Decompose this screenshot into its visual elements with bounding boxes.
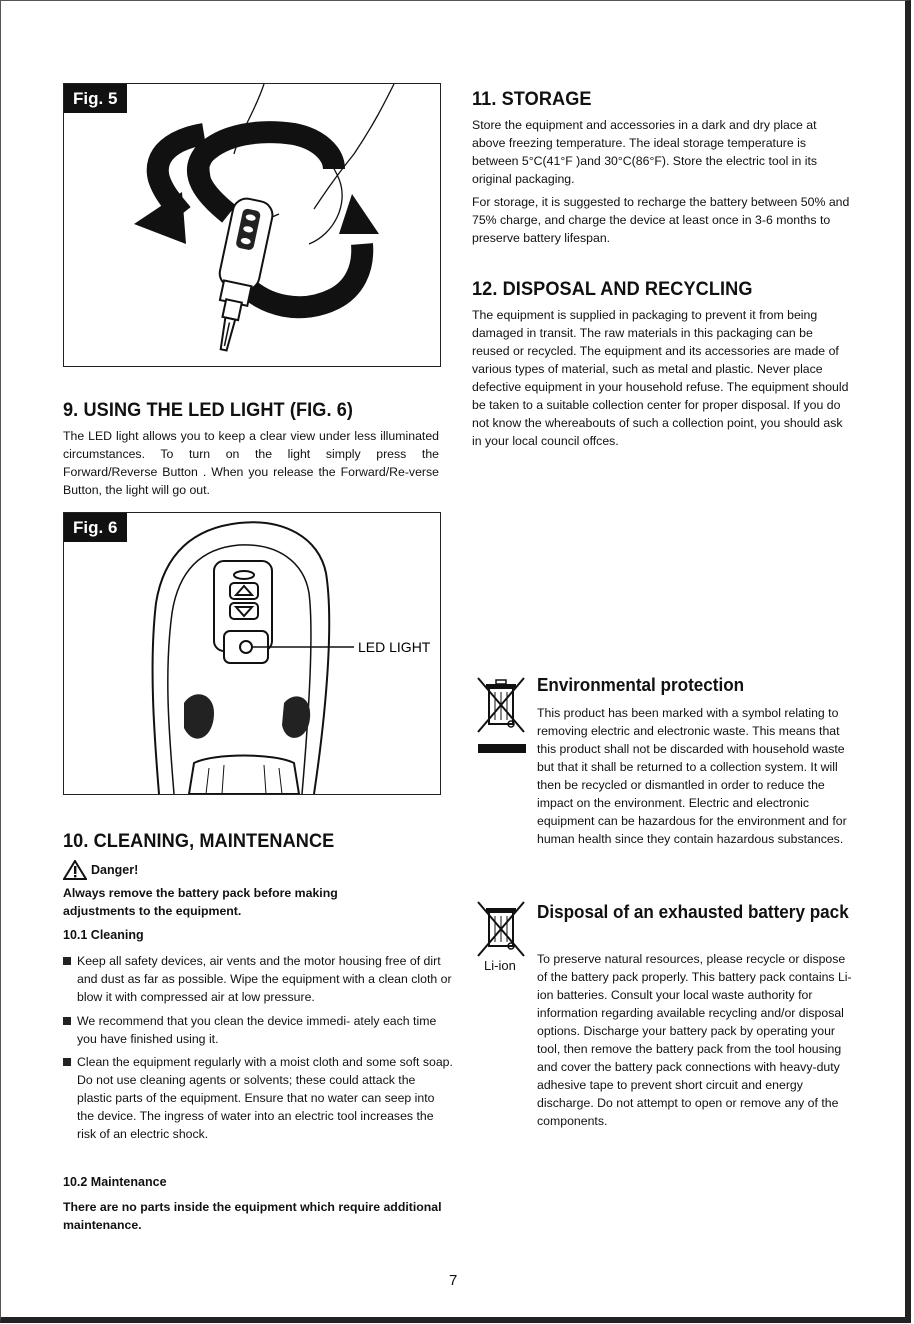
cleaning-bullet-2-text: We recommend that you clean the device immedi- ately each time you have finished using it. xyxy=(77,1014,437,1046)
cleaning-bullet-2 xyxy=(63,1012,453,1048)
section-9-body: The LED light allows you to keep a clear view under less illuminated circumstances. To turn on the light simply press the Forward/Reverse Button . When you release the Forward/Re-verse Button, the light will go out. xyxy=(63,429,439,497)
bullet-square-icon xyxy=(63,1058,71,1066)
section-12-body: The equipment is supplied in packaging to prevent it from being damaged in transit. The raw materials in this packaging can be reused or recycled. The equipment and its accessories are made of various types of material, such as metal and plastic. Never place defective equipment in your household refuse. The equipment should be taken to a suitable collection center for proper disposal. If you do not know the whereabouts of such a collection point, you should ask in your local council offces. xyxy=(472,308,849,448)
cleaning-bullet-1-text: Keep all safety devices, air vents and the motor housing free of dirt and dust as far as possible. Wipe the equipment with a clean cloth or blow it with compressed air at low pressure. xyxy=(77,954,452,1004)
environmental-protection-body: This product has been marked with a symbol relating to removing electric and electronic waste. This means that this product shall not be discarded with household waste but that it shall be returned to a collection system. It will then be recycled or dismantled in order to reduce the impact on the environment. Electric and electronic equipment can be hazardous for the environment and for human health since they contain hazardous substances. xyxy=(537,706,847,846)
screwdriver-rotation-illustration xyxy=(64,84,440,366)
li-ion-label: Li-ion xyxy=(484,958,516,973)
section-11-paragraph-1: Store the equipment and accessories in a dark and dry place at above freezing temperature. The ideal storage temperature is between 5°C(41°F )and 30°C(86°F). Store the electric tool in its original packaging. xyxy=(472,118,818,186)
bullet-square-icon xyxy=(63,1017,71,1025)
figure-6-label: Fig. 6 xyxy=(64,513,127,542)
cleaning-subheading: 10.1 Cleaning xyxy=(63,928,144,942)
battery-disposal-body: To preserve natural resources, please recycle or dispose of the battery pack properly. This battery pack contains Li-ion batteries. Consult your local waste authority for information regarding available recycling and/or disposal options. Discharge your battery pack by operating your tool, then remove the battery pack from the tool housing and cover the battery pack connections with heavy-duty adhesive tape to prevent short circuit and energy discharge. Do not attempt to open or remove any of the components. xyxy=(537,952,852,1128)
maintenance-subheading: 10.2 Maintenance xyxy=(63,1175,167,1189)
danger-label: Danger! xyxy=(91,863,139,877)
crossed-out-bin-icon xyxy=(474,674,528,754)
li-ion-crossed-out-bin-icon xyxy=(474,900,528,960)
section-10-heading: 10. CLEANING, MAINTENANCE xyxy=(63,830,335,852)
section-11-paragraph-2: For storage, it is suggested to recharge the battery between 50% and 75% charge, and charge the device at least once in 3-6 months to preserve battery lifespan. xyxy=(472,195,850,245)
section-11-heading: 11. STORAGE xyxy=(472,88,592,110)
cleaning-bullet-1 xyxy=(63,952,453,1006)
cleaning-bullet-3-text: Clean the equipment regularly with a moist cloth and some soft soap. Do not use cleaning agents or solvents; these could attack the plastic parts of the equipment. Ensure that no water can seep into the device. The ingress of water into an electric tool increases the risk of an electric shock. xyxy=(77,1055,453,1141)
environmental-protection-heading: Environmental protection xyxy=(537,675,745,695)
figure-6 xyxy=(63,512,441,795)
section-9-heading: 9. USING THE LED LIGHT (FIG. 6) xyxy=(63,399,354,421)
danger-warning-text: Always remove the battery pack before making adjustments to the equipment. xyxy=(63,886,338,918)
battery-disposal-heading: Disposal of an exhausted battery pack xyxy=(537,902,849,922)
cleaning-bullet-3 xyxy=(63,1053,453,1143)
bullet-square-icon xyxy=(63,957,71,965)
warning-triangle-icon xyxy=(63,860,87,880)
figure-5 xyxy=(63,83,441,367)
led-light-callout: LED LIGHT xyxy=(358,639,431,655)
section-12-heading: 12. DISPOSAL AND RECYCLING xyxy=(472,278,753,300)
figure-5-label: Fig. 5 xyxy=(64,84,127,113)
maintenance-body: There are no parts inside the equipment which require additional maintenance. xyxy=(63,1200,442,1232)
page-number: 7 xyxy=(449,1272,458,1289)
led-light-illustration xyxy=(64,513,440,794)
